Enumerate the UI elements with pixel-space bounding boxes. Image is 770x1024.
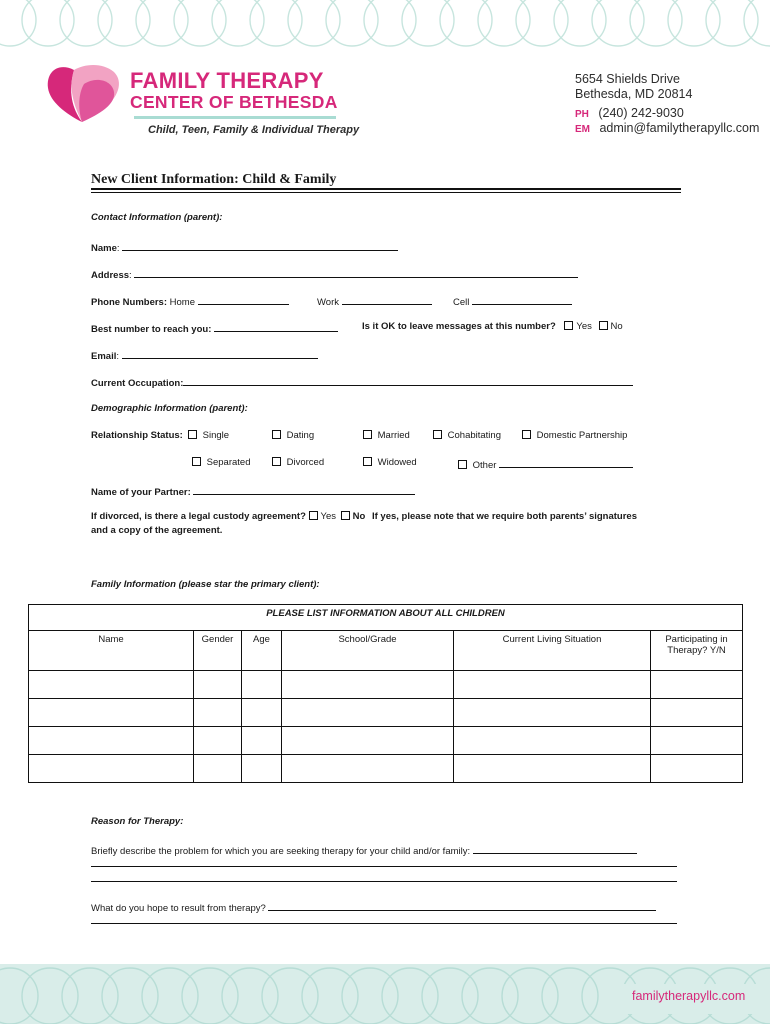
work-phone-field[interactable]: [342, 294, 432, 305]
table-cell[interactable]: [454, 755, 651, 783]
table-cell[interactable]: [651, 727, 743, 755]
table-row: [29, 671, 743, 699]
column-header-school: School/Grade: [282, 631, 454, 671]
partner-label: Name of your Partner:: [91, 487, 191, 498]
table-cell[interactable]: [29, 699, 194, 727]
name-label: Name: [91, 243, 117, 254]
status-label: Widowed: [377, 457, 417, 468]
table-cell[interactable]: [242, 671, 282, 699]
checkbox[interactable]: [272, 430, 281, 439]
table-cell[interactable]: [29, 755, 194, 783]
problem-line-3[interactable]: [91, 881, 677, 882]
contact-heading: Contact Information (parent):: [91, 212, 223, 223]
status-label: Domestic Partnership: [536, 430, 628, 441]
email-field[interactable]: [122, 348, 318, 359]
checkbox[interactable]: [433, 430, 442, 439]
table-cell[interactable]: [242, 699, 282, 727]
title-rule-thin: [91, 192, 681, 193]
column-header-participating: Participating in Therapy? Y/N: [651, 631, 743, 671]
checkbox[interactable]: [188, 430, 197, 439]
name-field[interactable]: [122, 240, 398, 251]
cell-label: Cell: [453, 297, 470, 308]
status-divorced[interactable]: [272, 457, 324, 469]
home-label: Home: [169, 297, 195, 308]
address-row: Address:: [91, 267, 578, 282]
partner-field[interactable]: [193, 484, 415, 495]
problem-field[interactable]: [473, 843, 637, 854]
best-number-field[interactable]: [214, 321, 338, 332]
custody-note-2: and a copy of the agreement.: [91, 525, 223, 536]
table-cell[interactable]: [194, 671, 242, 699]
problem-question: Briefly describe the problem for which you are seeking therapy for your child and/or family:: [91, 846, 471, 857]
table-row: [29, 699, 743, 727]
table-row: [29, 727, 743, 755]
status-label: Separated: [206, 457, 251, 468]
phone-number: (240) 242-9030: [598, 106, 684, 120]
messages-yes-checkbox[interactable]: [564, 321, 573, 330]
table-cell[interactable]: [194, 699, 242, 727]
hope-question: What do you hope to result from therapy?: [91, 903, 266, 914]
table-cell[interactable]: [29, 727, 194, 755]
custody-note: If yes, please note that we require both parents’ signatures: [371, 511, 637, 522]
custody-yes-label: Yes: [320, 511, 337, 522]
address-field[interactable]: [134, 267, 578, 278]
cell-phone-field[interactable]: [472, 294, 572, 305]
table-cell[interactable]: [282, 727, 454, 755]
status-cohabitating[interactable]: [433, 430, 501, 442]
checkbox[interactable]: [363, 457, 372, 466]
partner-row: [91, 484, 415, 499]
checkbox[interactable]: [272, 457, 281, 466]
table-cell[interactable]: [651, 699, 743, 727]
email-line: [575, 119, 759, 137]
checkbox[interactable]: [192, 457, 201, 466]
children-table: [28, 604, 743, 783]
reason-heading: Reason for Therapy:: [91, 816, 184, 827]
hope-line-2[interactable]: [91, 923, 677, 924]
best-number-row: [91, 321, 338, 336]
children-table-caption: PLEASE LIST INFORMATION ABOUT ALL CHILDREN: [29, 605, 743, 631]
title-rule-thick: [91, 188, 681, 190]
custody-yes-checkbox[interactable]: [309, 511, 318, 520]
name-row: Name:: [91, 240, 398, 255]
table-cell[interactable]: [282, 699, 454, 727]
messages-question: Is it OK to leave messages at this number?: [362, 321, 556, 332]
table-row: [29, 755, 743, 783]
column-header-name: Name: [29, 631, 194, 671]
column-header-living-situation: Current Living Situation: [454, 631, 651, 671]
status-domestic-partnership[interactable]: [522, 430, 627, 442]
status-label: Cohabitating: [447, 430, 501, 441]
messages-no-checkbox[interactable]: [599, 321, 608, 330]
occupation-field[interactable]: [183, 375, 633, 386]
custody-question: If divorced, is there a legal custody agreement?: [91, 511, 306, 522]
table-cell[interactable]: [194, 755, 242, 783]
status-separated[interactable]: [192, 457, 250, 469]
form-title: New Client Information: Child & Family: [91, 172, 337, 187]
heart-logo-icon: [44, 62, 124, 126]
home-phone-field[interactable]: [198, 294, 289, 305]
table-cell[interactable]: [282, 671, 454, 699]
table-cell[interactable]: [454, 727, 651, 755]
table-cell[interactable]: [651, 755, 743, 783]
best-number-label: Best number to reach you:: [91, 324, 212, 335]
website-link[interactable]: familytherapyllc.com: [632, 989, 746, 1003]
custody-no-checkbox[interactable]: [341, 511, 350, 520]
address-line2: Bethesda, MD 20814: [575, 87, 693, 101]
brand-subtitle: CENTER OF BETHESDA: [130, 92, 338, 112]
status-other[interactable]: [458, 457, 633, 472]
work-row: [317, 294, 432, 309]
work-label: Work: [317, 297, 339, 308]
status-label: Other: [472, 460, 497, 471]
phone-numbers-label: Phone Numbers:: [91, 297, 168, 308]
phone-row: [91, 294, 289, 309]
table-cell[interactable]: [242, 727, 282, 755]
occupation-label: Current Occupation:: [91, 378, 184, 389]
column-header-age: Age: [242, 631, 282, 671]
column-header-gender: Gender: [194, 631, 242, 671]
problem-row: [91, 843, 637, 858]
table-cell[interactable]: [194, 727, 242, 755]
address-line1: 5654 Shields Drive: [575, 72, 680, 86]
custody-row: [91, 511, 637, 523]
brand-title: FAMILY THERAPY: [130, 68, 324, 93]
problem-line-2[interactable]: [91, 866, 677, 867]
messages-row: [362, 321, 623, 333]
cell-row: [453, 294, 572, 309]
table-cell[interactable]: [29, 671, 194, 699]
hope-row: [91, 900, 656, 915]
messages-no-label: No: [610, 321, 623, 332]
custody-no-label: No: [352, 511, 366, 522]
address-label: Address: [91, 270, 130, 281]
status-widowed[interactable]: [363, 457, 417, 469]
email-label: EM: [575, 124, 590, 135]
hope-field[interactable]: [268, 900, 656, 911]
status-label: Divorced: [286, 457, 325, 468]
messages-yes-label: Yes: [576, 321, 592, 332]
email-address: admin@familytherapyllc.com: [599, 121, 760, 135]
table-cell[interactable]: [242, 755, 282, 783]
status-label: Married: [377, 430, 410, 441]
checkbox[interactable]: [458, 460, 467, 469]
other-status-field[interactable]: [499, 457, 633, 468]
family-heading: Family Information (please star the primary client):: [91, 579, 320, 590]
email-field-label: Email: [91, 351, 117, 362]
tagline: Child, Teen, Family & Individual Therapy: [148, 124, 360, 136]
phone-label: PH: [575, 109, 589, 120]
checkbox[interactable]: [363, 430, 372, 439]
table-cell[interactable]: [454, 699, 651, 727]
occupation-row: [91, 375, 633, 390]
email-row: Email:: [91, 348, 318, 363]
relationship-label: Relationship Status:: [91, 430, 183, 441]
brand-underline: [134, 116, 336, 119]
status-married[interactable]: [363, 430, 410, 442]
table-cell[interactable]: [282, 755, 454, 783]
table-cell[interactable]: [651, 671, 743, 699]
demographic-heading: Demographic Information (parent):: [91, 403, 248, 414]
table-cell[interactable]: [454, 671, 651, 699]
status-dating[interactable]: [272, 430, 314, 442]
status-label: Dating: [286, 430, 315, 441]
status-label: Single: [202, 430, 230, 441]
status-single[interactable]: [188, 430, 229, 442]
checkbox[interactable]: [522, 430, 531, 439]
top-decorative-pattern: [0, 0, 770, 50]
